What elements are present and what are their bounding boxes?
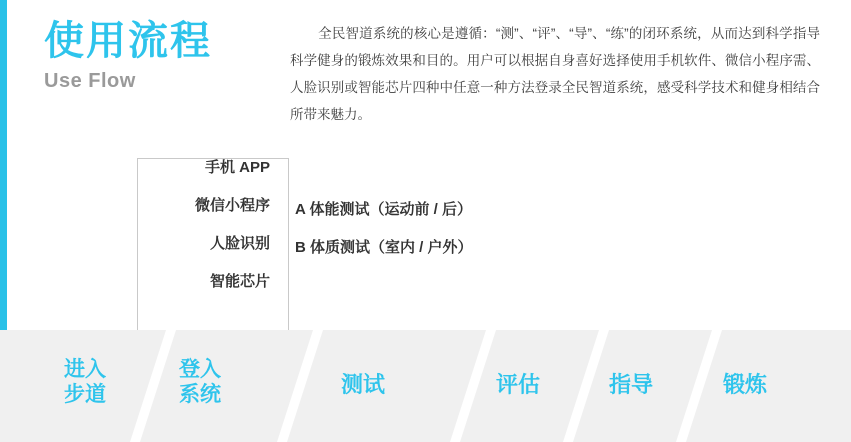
list-item: 人脸识别 (209, 235, 270, 252)
intro-paragraph (290, 20, 820, 128)
list-item: B 体质测试（室内 / 户外） (295, 239, 473, 256)
list-item: A 体能测试（运动前 / 后） (295, 201, 472, 218)
step-line2: 步道 (64, 382, 106, 406)
method-list (150, 160, 270, 312)
connector-line-tests (288, 158, 289, 333)
step-label-3 (473, 372, 563, 398)
step-label-0 (40, 358, 130, 408)
flow-ribbon (0, 330, 851, 442)
step-line1: 测试 (340, 372, 385, 397)
list-item: 智能芯片 (209, 273, 270, 290)
page-title: 使用流程 (44, 19, 212, 63)
connector-line-methods (137, 158, 138, 333)
step-label-1 (155, 358, 245, 408)
step-line1: 指导 (608, 372, 653, 397)
step-line1: 进入 (64, 358, 106, 381)
step-label-4 (586, 372, 676, 398)
step-line1: 锻炼 (722, 372, 767, 397)
list-item: 手机 APP (204, 159, 270, 176)
step-label-2 (318, 372, 408, 398)
test-list (295, 202, 555, 278)
intro-text: 全民智道系统的核心是遵循：“测”、“评”、“导”、“练”的闭环系统，从而达到科学指导科学健身的锻炼效果和目的。用户可以根据自身喜好选择使用手机软件、微信小程序需、人脸识别或智能芯片四种中任意一种方法登录全民智道系统，感受科学技术和健身相结合所带来魅力。 (290, 26, 820, 122)
step-line2: 系统 (179, 382, 221, 406)
step-label-5 (700, 372, 790, 398)
page-subtitle: Use Flow (44, 70, 136, 92)
page-title-block (44, 18, 294, 93)
connector-line-top (137, 158, 289, 159)
step-line1: 评估 (495, 372, 540, 397)
step-line1: 登入 (179, 358, 221, 381)
list-item: 微信小程序 (194, 197, 270, 214)
